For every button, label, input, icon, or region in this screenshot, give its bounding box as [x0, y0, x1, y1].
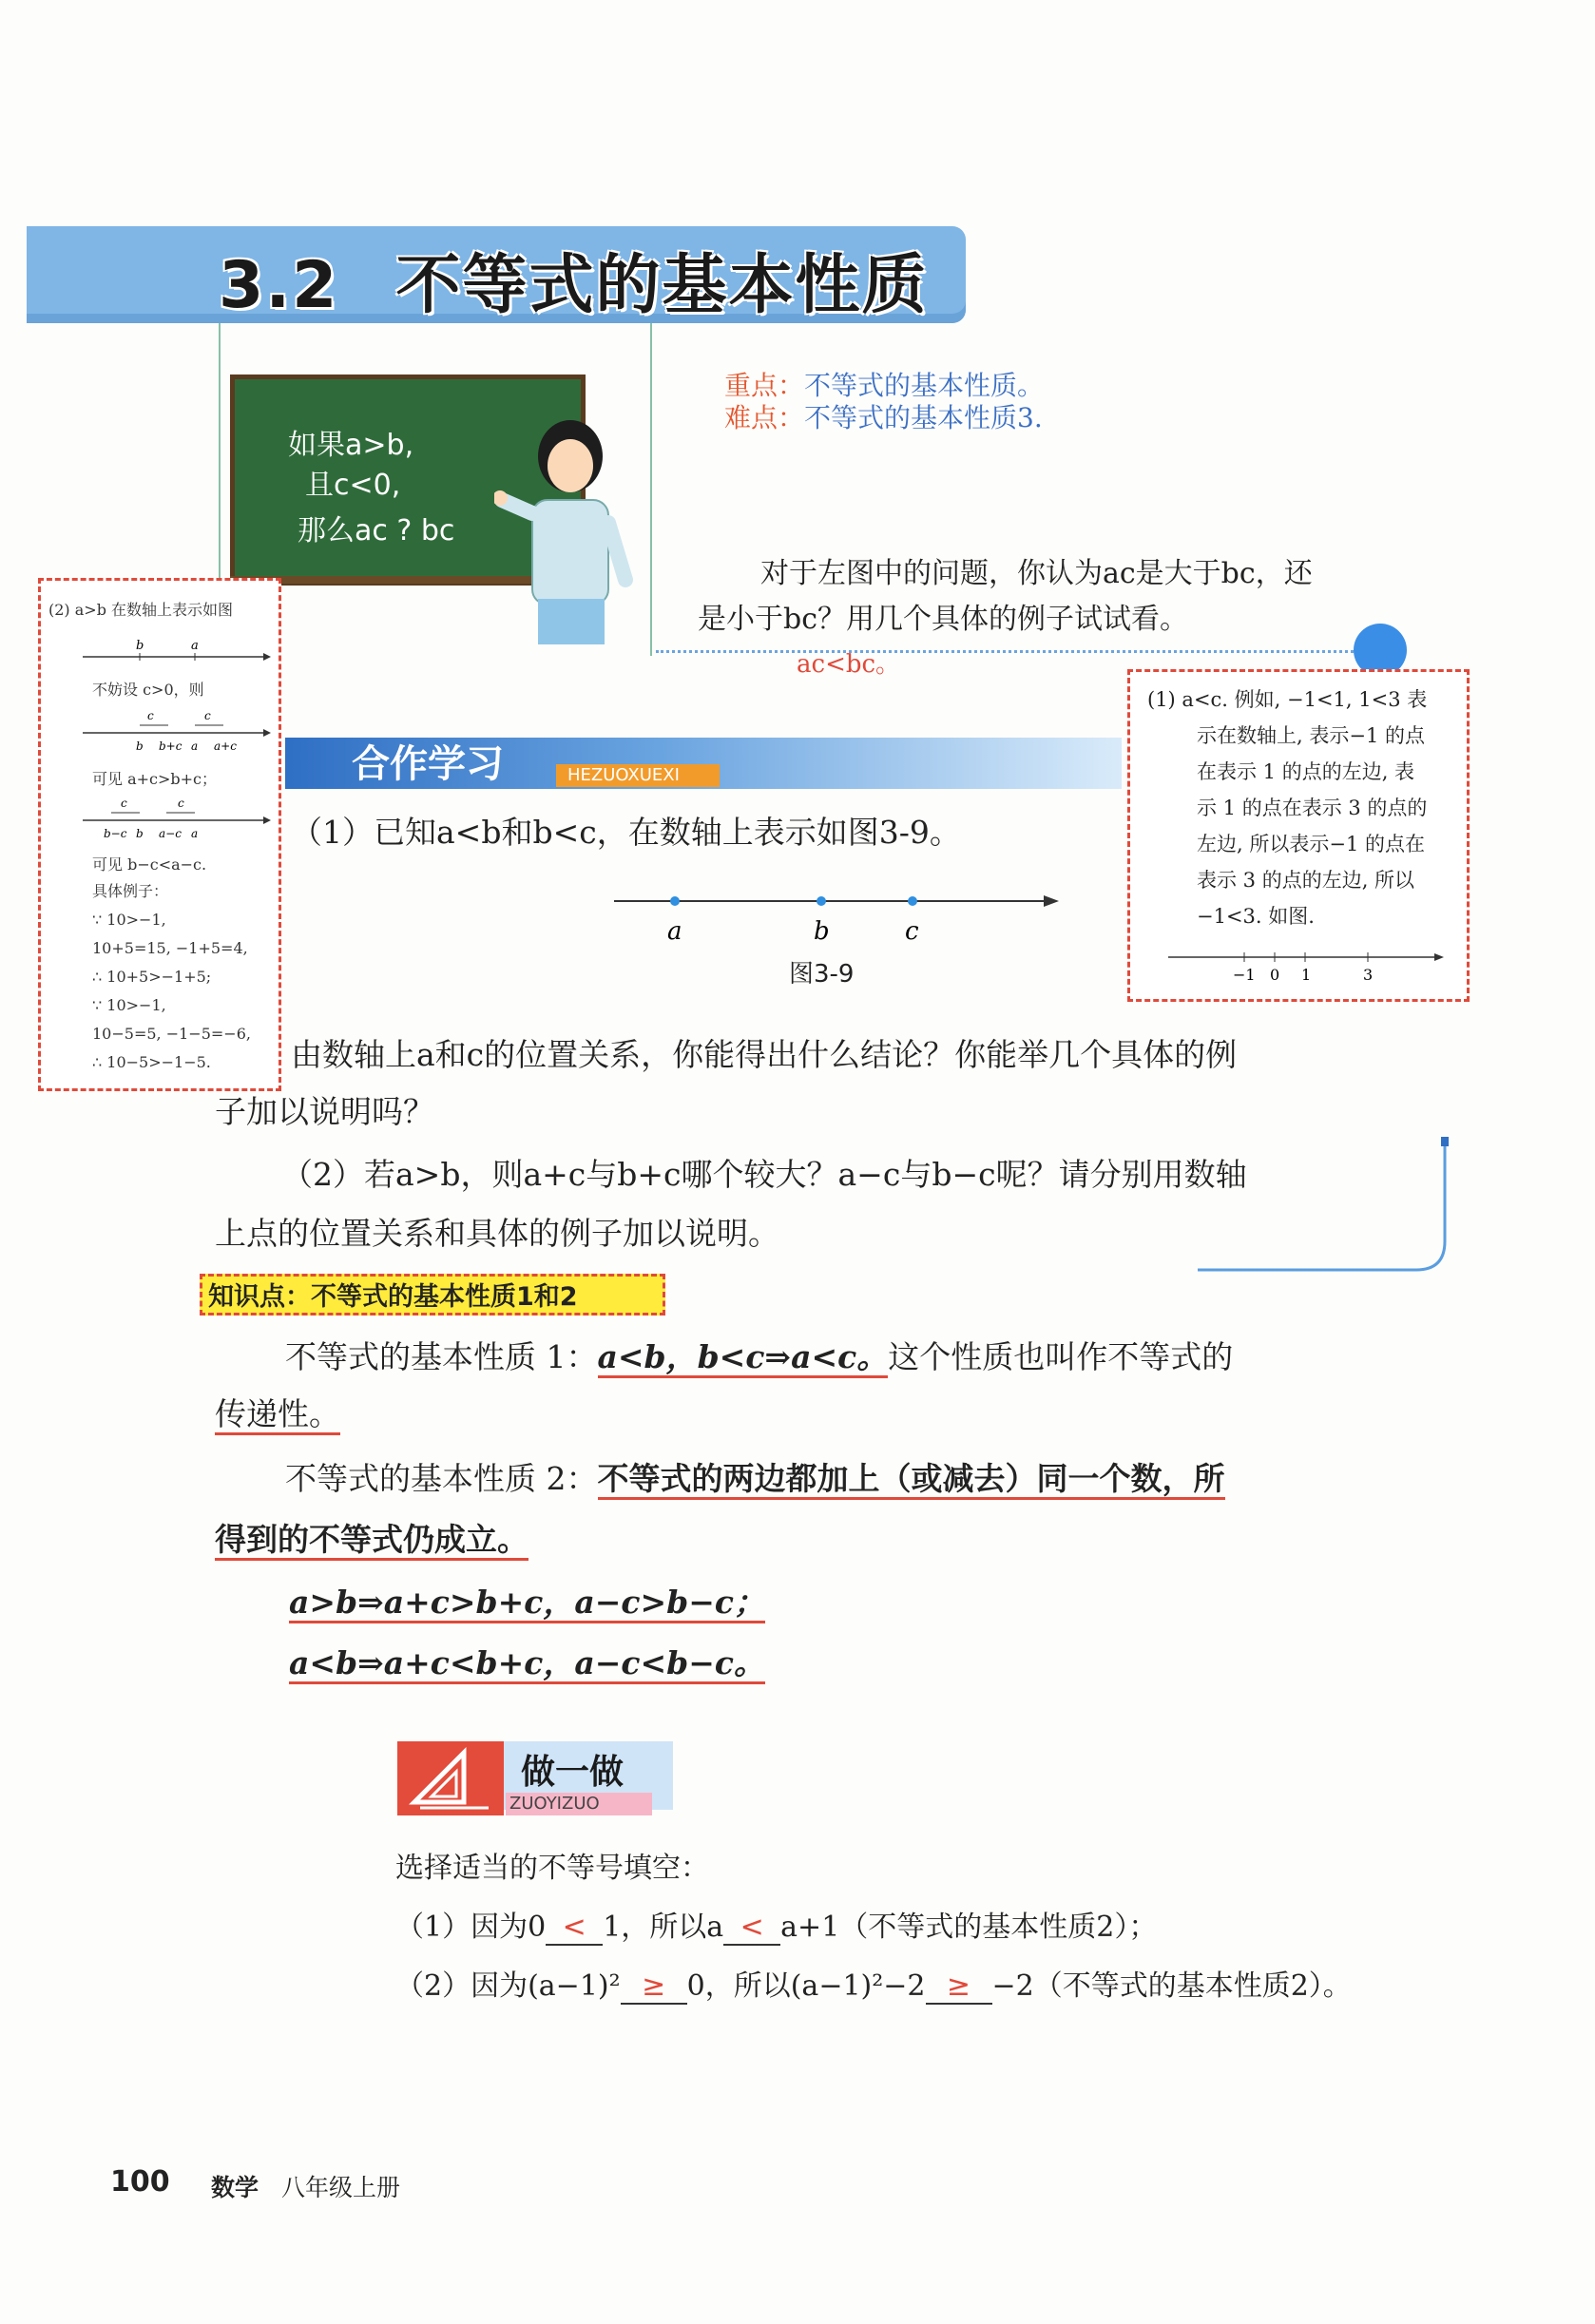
question-line-1: 对于左图中的问题，你认为ac是大于bc，还	[760, 557, 1313, 590]
coop-question-1: （1）已知a<b和b<c，在数轴上表示如图3-9。	[291, 814, 961, 851]
knowledge-point-box: 知识点：不等式的基本性质1和2	[200, 1274, 665, 1316]
exercise-2-blank-1[interactable]	[621, 1969, 687, 2005]
coop-paragraph-2-line-2: 子加以说明吗？	[215, 1093, 434, 1130]
footer-grade: 八年级上册	[281, 2174, 401, 2201]
property-2-statement-2: 得到的不等式仍成立。	[215, 1521, 528, 1561]
right-note-line: 示 1 的点在表示 3 的点的	[1197, 797, 1428, 819]
exercise-question-1	[395, 1903, 1157, 1946]
exercise-2-answer-2: ≥	[946, 1969, 971, 2003]
blackboard-line-1: 如果a>b,	[288, 429, 414, 462]
property-2-line-2	[215, 1515, 528, 1560]
axis2-label: b	[136, 739, 144, 753]
exercise-2-text-b: 0，所以(a−1)²−2	[686, 1969, 926, 2003]
left-note-axis-2	[83, 704, 273, 763]
property-1-suffix: 这个性质也叫作不等式的	[888, 1338, 1234, 1375]
property-1-formula: a<b，b<c⇒a<c。	[598, 1338, 889, 1378]
try-it-subtitle: ZUOYIZUO	[506, 1793, 652, 1815]
right-note-line: 表示 3 的点的左边, 所以	[1197, 869, 1415, 892]
property-2-formula-2: a<b⇒a+c<b+c，a−c<b−c。	[289, 1644, 765, 1684]
axis2-arrow-label: c	[204, 709, 211, 722]
key-point-label: 重点：	[724, 370, 805, 401]
coop-paragraph-3-line-2: 上点的位置关系和具体的例子加以说明。	[215, 1215, 779, 1252]
cooperative-learning-subtitle: HEZUOXUEXI	[556, 764, 720, 787]
property-2-line-1	[285, 1454, 1225, 1499]
axis3-label: b−c	[104, 827, 127, 840]
section-title-text: 不等式的基本性质	[395, 248, 929, 323]
axis2-label: a+c	[214, 739, 237, 753]
question-line-2: 是小于bc？用几个具体的例子试试看。	[698, 603, 1189, 636]
left-note-line: 10+5=15, −1+5=4,	[92, 939, 248, 957]
axis2-label: a	[191, 739, 199, 753]
right-note-line: −1<3. 如图.	[1197, 905, 1315, 928]
coop-paragraph-2-line-1: 由数轴上a和c的位置关系，你能得出什么结论？你能举几个具体的例	[291, 1036, 1238, 1073]
property-2-prefix: 不等式的基本性质 2：	[285, 1460, 598, 1497]
exercise-1-text-c: a+1（不等式的基本性质2）；	[780, 1911, 1158, 1944]
exercise-2-answer-1: ≥	[642, 1969, 666, 2003]
teacher-illustration	[494, 409, 637, 646]
exercise-1-blank-2[interactable]	[723, 1911, 780, 1946]
exercise-1-answer-1: <	[562, 1911, 586, 1944]
number-line-label-c: c	[905, 917, 919, 946]
right-annotation-box	[1127, 669, 1470, 1002]
section-number: 3.2	[219, 248, 339, 323]
left-note-line: ∴ 10+5>−1+5;	[92, 968, 212, 986]
axis2-label: b+c	[159, 739, 183, 753]
axis3-label: a	[191, 827, 199, 840]
key-point-text: 不等式的基本性质。	[804, 370, 1045, 401]
footer-subject: 数学	[211, 2174, 259, 2201]
right-axis-label: −1	[1233, 966, 1256, 984]
coop-section-bracket	[1160, 1137, 1464, 1289]
property-1-line-1	[285, 1333, 1233, 1377]
exercise-2-text-c: −2（不等式的基本性质2）。	[991, 1969, 1352, 2003]
number-line-point-b	[817, 896, 826, 906]
number-line-figure-3-9	[608, 878, 1065, 964]
left-note-line: 10−5=5, −1−5=−6,	[92, 1025, 251, 1043]
figure-caption: 图3-9	[789, 960, 855, 989]
right-note-line: 左边, 所以表示−1 的点在	[1197, 833, 1425, 855]
property-1-prefix: 不等式的基本性质 1：	[285, 1338, 598, 1375]
right-axis-label: 1	[1301, 966, 1312, 984]
left-note-line: ∵ 10>−1,	[92, 911, 166, 929]
property-2-formula-2-row	[289, 1639, 765, 1683]
left-note-line: 不妨设 c>0，则	[92, 681, 204, 699]
cooperative-learning-title: 合作学习	[352, 742, 504, 786]
left-note-axis-3	[83, 792, 273, 851]
number-line-point-a	[670, 896, 680, 906]
exercise-intro: 选择适当的不等号填空：	[395, 1852, 709, 1885]
right-axis-label: 3	[1363, 966, 1374, 984]
blackboard-line-2: 且c<0,	[305, 469, 401, 502]
try-it-title: 做一做	[521, 1753, 625, 1792]
right-axis-label: 0	[1270, 966, 1280, 984]
question-divider	[656, 650, 1359, 653]
number-line-label-a: a	[667, 917, 682, 946]
property-1-term: 传递性。	[215, 1395, 340, 1435]
right-note-line: 示在数轴上, 表示−1 的点	[1197, 724, 1425, 747]
axis3-arrow-label: c	[178, 797, 184, 810]
property-1-line-2	[215, 1390, 340, 1434]
left-note-line: 可见 a+c>b+c；	[92, 770, 218, 788]
axis3-arrow-label: c	[121, 797, 127, 810]
exercise-1-text-a: （1）因为0	[395, 1911, 547, 1944]
exercise-2-text-a: （2）因为(a−1)²	[395, 1969, 621, 2003]
left-note-line: ∴ 10−5>−1−5.	[92, 1053, 211, 1071]
exercise-1-blank-1[interactable]	[546, 1911, 603, 1946]
hard-point	[724, 397, 1043, 435]
blackboard-line-3: 那么ac ? bc	[298, 514, 455, 547]
left-note-axis-1	[83, 634, 273, 672]
section-title	[219, 234, 928, 326]
property-2-formula-1: a>b⇒a+c>b+c，a−c>b−c；	[289, 1584, 765, 1623]
question-answer: ac<bc。	[797, 650, 901, 679]
exercise-1-answer-2: <	[740, 1911, 764, 1944]
left-note-line: 可见 b−c<a−c.	[92, 855, 207, 874]
page-number: 100	[110, 2165, 170, 2199]
hard-point-text: 不等式的基本性质3.	[804, 402, 1043, 433]
left-note-line: 具体例子：	[92, 882, 169, 900]
number-line-label-b: b	[814, 917, 830, 946]
axis3-label: b	[136, 827, 144, 840]
left-annotation-box	[38, 578, 281, 1091]
coop-paragraph-3-line-1: （2）若a>b，则a+c与b+c哪个较大？a−c与b−c呢？请分别用数轴	[281, 1156, 1247, 1193]
axis1-label-b: b	[136, 639, 144, 653]
right-note-line: (1) a<c. 例如, −1<1, 1<3 表	[1147, 688, 1428, 711]
axis3-label: a−c	[159, 827, 182, 840]
right-note-axis	[1168, 940, 1453, 988]
exercise-question-2	[395, 1962, 1352, 2005]
right-note-line: 在表示 1 的点的左边, 表	[1197, 760, 1415, 783]
axis2-arrow-label: c	[147, 709, 154, 722]
property-2-statement-1: 不等式的两边都加上（或减去）同一个数，所	[598, 1460, 1225, 1500]
ruler-triangle-icon	[397, 1741, 504, 1815]
axis1-label-a: a	[191, 639, 199, 653]
left-note-line: (2) a>b 在数轴上表示如图	[48, 601, 234, 619]
hard-point-label: 难点：	[724, 402, 805, 433]
exercise-2-blank-2[interactable]	[926, 1969, 992, 2005]
number-line-point-c	[908, 896, 917, 906]
left-note-line: ∵ 10>−1,	[92, 996, 166, 1014]
property-2-formula-1-row	[289, 1578, 765, 1623]
exercise-1-text-b: 1，所以a	[603, 1911, 724, 1944]
